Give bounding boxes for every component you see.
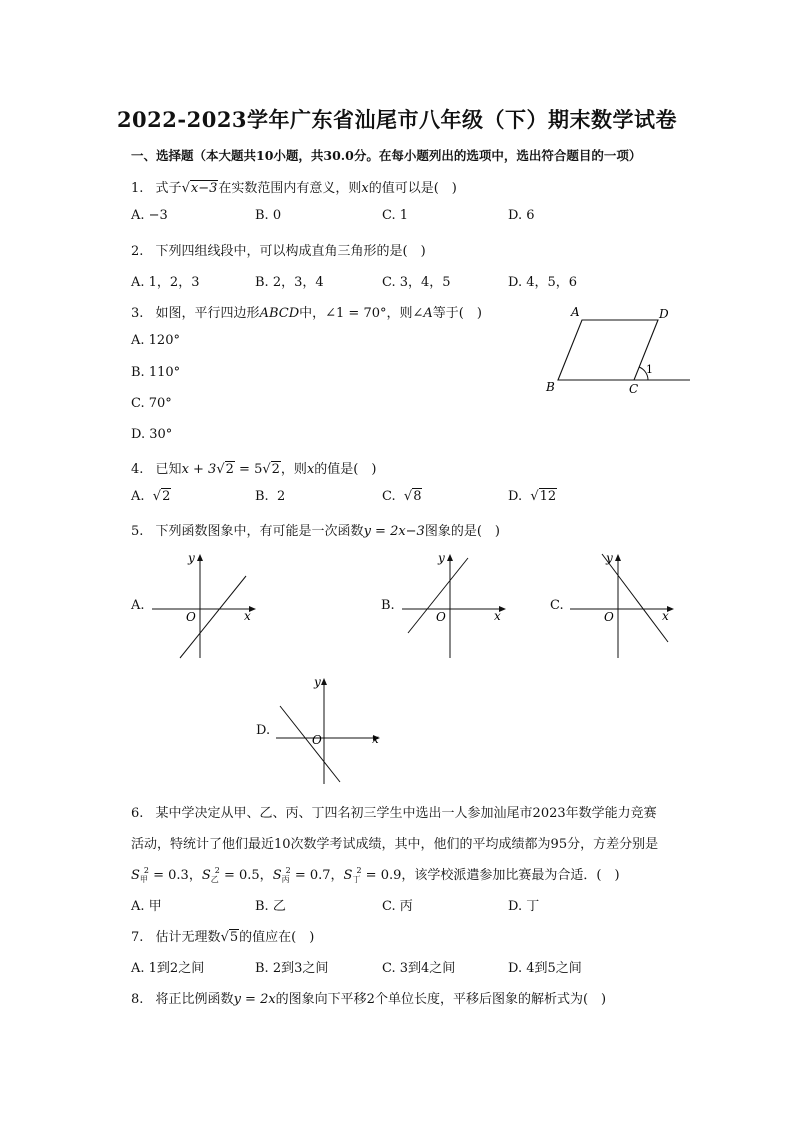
variance-value: = 0.9， (361, 868, 415, 883)
x-label: x (494, 609, 501, 623)
y-label: y (314, 675, 321, 689)
x-label: x (244, 609, 251, 623)
q6-variance-bing (273, 868, 344, 883)
q2-option-c[interactable]: C. 3，4，5 (382, 275, 451, 290)
question-8 (131, 988, 606, 1007)
q3-stem-a: 如图，平行四边形 (155, 306, 260, 321)
q4-stem-c: 的值是( ) (314, 462, 377, 477)
q4-option-b-label: B. (255, 489, 269, 504)
angle-1-label: 1 (646, 363, 653, 376)
q2-option-b[interactable]: B. 2，3，4 (255, 275, 324, 290)
variance-value: = 0.7， (290, 868, 344, 883)
q5-graph-c[interactable] (566, 548, 678, 662)
q4-radical-2: √2 (262, 462, 280, 477)
question-2 (131, 240, 426, 259)
q4-option-c-label: C. (382, 489, 396, 504)
vertex-b-label: B (546, 380, 555, 394)
origin-label: O (436, 610, 446, 624)
y-axis-arrow (197, 554, 203, 561)
x-label: x (372, 732, 379, 746)
q7-radical: √5 (220, 930, 239, 945)
q6-line-3 (131, 864, 620, 885)
origin-label: O (312, 733, 322, 747)
variance-superscript: 2 (214, 866, 220, 875)
q1-stem-a: 式子 (155, 181, 182, 196)
q4-expr-a: x + 3 (181, 462, 217, 477)
q4-option-d[interactable]: D. √12 (508, 489, 557, 504)
q3-option-a[interactable]: A. 120° (131, 333, 180, 348)
question-1 (131, 177, 457, 196)
question-6 (131, 802, 657, 821)
variance-superscript: 2 (143, 866, 149, 875)
q4-option-d-label: D. (508, 489, 523, 504)
q2-option-d[interactable]: D. 4，5，6 (508, 275, 578, 290)
q8-stem-a: 将正比例函数 (155, 992, 234, 1007)
q5-option-a-label[interactable]: A. (131, 598, 145, 613)
q8-number: 8. (131, 992, 144, 1007)
q1-var: x (361, 181, 369, 196)
variance-symbol: S (343, 868, 353, 883)
q1-option-b[interactable]: B. 0 (255, 208, 282, 223)
y-label: y (606, 551, 613, 565)
q7-option-c[interactable]: C. 3到4之间 (382, 961, 456, 976)
q3-angle: A (423, 306, 433, 321)
q6-variance-jia (131, 868, 202, 883)
origin-label: O (604, 610, 614, 624)
q4-option-b[interactable] (255, 489, 285, 504)
q3-number: 3. (131, 306, 144, 321)
q6-option-c[interactable]: C. 丙 (382, 899, 413, 914)
variance-subscript: 甲 (139, 875, 148, 884)
variance-value: = 0.5， (219, 868, 273, 883)
y-axis-arrow (615, 554, 621, 561)
variance-subscript: 丙 (281, 875, 290, 884)
q1-stem-c: 的值可以是( ) (368, 181, 457, 196)
q3-stem-b: 中，∠1 = 70°，则∠ (299, 306, 424, 321)
origin-label: O (186, 610, 196, 624)
q7-radicand: 5 (229, 930, 239, 945)
q2-number: 2. (131, 244, 144, 259)
q6-line-3-tail: 该学校派遣参加比赛最为合适．( ) (414, 868, 620, 883)
q3-option-d[interactable]: D. 30° (131, 427, 173, 442)
q5-option-c-label[interactable]: C. (550, 598, 564, 613)
q4-number: 4. (131, 462, 144, 477)
q4-radicand-2: 2 (271, 462, 280, 477)
q6-number: 6. (131, 806, 144, 821)
q5-option-b-label[interactable]: B. (381, 598, 395, 613)
variance-superscript: 2 (285, 866, 291, 875)
q5-stem-b: 图象的是( ) (424, 524, 500, 539)
q6-option-b[interactable]: B. 乙 (255, 899, 286, 914)
question-5 (131, 520, 500, 539)
q7-option-b[interactable]: B. 2到3之间 (255, 961, 329, 976)
q4-var: x (306, 462, 315, 477)
q1-radical: √x−3 (181, 181, 218, 196)
q6-variance-yi (202, 868, 273, 883)
vertex-c-label: C (629, 382, 639, 396)
variance-superscript: 2 (356, 866, 362, 875)
q4-stem-a: 已知 (155, 462, 182, 477)
q6-option-a[interactable]: A. 甲 (131, 899, 162, 914)
vertex-d-label: D (659, 307, 669, 321)
y-label: y (188, 551, 195, 565)
q5-number: 5. (131, 524, 144, 539)
q1-option-c[interactable]: C. 1 (382, 208, 409, 223)
q4-option-c-radicand: 8 (413, 489, 422, 504)
y-axis-arrow (321, 678, 327, 685)
q4-radicand-1: 2 (225, 462, 234, 477)
q7-option-a[interactable]: A. 1到2之间 (131, 961, 205, 976)
q4-option-b-value: 2 (276, 489, 286, 504)
q4-eq: = 5 (234, 462, 263, 477)
q1-stem-b: 在实数范围内有意义，则 (218, 181, 362, 196)
q6-option-d[interactable]: D. 丁 (508, 899, 540, 914)
q6-line-2: 活动，特统计了他们最近10次数学考试成绩，其中，他们的平均成绩都为95分，方差分别是 (131, 837, 659, 852)
q5-stem-a: 下列函数图象中，有可能是一次函数 (155, 524, 364, 539)
question-3 (131, 302, 482, 321)
q8-stem-b: 的图象向下平移2个单位长度，平移后图象的解析式为( ) (275, 992, 607, 1007)
variance-subscript: 丁 (352, 875, 361, 884)
q4-option-d-radicand: 12 (539, 489, 557, 504)
y-axis-arrow (447, 554, 453, 561)
q3-option-b[interactable]: B. 110° (131, 365, 181, 380)
parallelogram-shape (558, 320, 658, 380)
q6-variance-ding (344, 868, 415, 883)
q4-option-c[interactable]: C. √8 (382, 489, 422, 504)
q2-stem: 下列四组线段中，可以构成直角三角形的是( ) (155, 244, 426, 259)
x-label: x (662, 609, 669, 623)
variance-symbol: S (201, 868, 211, 883)
q1-radicand: x−3 (190, 181, 218, 196)
variance-symbol: S (131, 868, 140, 883)
q7-number: 7. (131, 930, 144, 945)
q1-option-d[interactable]: D. 6 (508, 208, 535, 223)
function-line (602, 554, 668, 642)
q7-option-d[interactable]: D. 4到5之间 (508, 961, 582, 976)
q2-option-a[interactable]: A. 1，2，3 (131, 275, 200, 290)
q3-stem-c: 等于( ) (432, 306, 482, 321)
q3-option-c[interactable]: C. 70° (131, 396, 172, 411)
q1-option-a[interactable]: A. −3 (131, 208, 168, 223)
q4-option-a-label: A. (131, 489, 145, 504)
q5-graph-d[interactable] (272, 672, 384, 786)
q1-number: 1. (131, 181, 144, 196)
q5-func: y = 2x−3 (363, 524, 425, 539)
q8-func: y = 2x (233, 992, 276, 1007)
q3-shape: ABCD (259, 306, 300, 321)
q7-stem-a: 估计无理数 (155, 930, 221, 945)
q5-graph-b[interactable] (398, 548, 510, 662)
vertex-a-label: A (571, 305, 580, 319)
q6-line-1: 某中学决定从甲、乙、丙、丁四名初三学生中选出一人参加汕尾市2023年数学能力竞赛 (155, 806, 657, 821)
q4-stem-b: ，则 (280, 462, 307, 477)
variance-value: = 0.3， (149, 868, 202, 883)
q4-option-a-radicand: 2 (162, 489, 171, 504)
function-line (280, 706, 340, 782)
q5-graph-a[interactable] (148, 548, 260, 662)
section-heading: 一、选择题（本大题共10小题，共30.0分。在每小题列出的选项中，选出符合题目的一项） (131, 148, 642, 163)
q5-option-d-label[interactable]: D. (256, 723, 271, 738)
q4-radical-1: √2 (216, 462, 234, 477)
q4-option-a[interactable]: A. √2 (131, 489, 171, 504)
question-7 (131, 926, 314, 945)
q7-stem-b: 的值应在( ) (239, 930, 315, 945)
variance-subscript: 乙 (210, 875, 219, 884)
y-label: y (438, 551, 445, 565)
question-4 (131, 458, 376, 477)
parallelogram-figure (540, 302, 700, 397)
exam-title: 2022-2023学年广东省汕尾市八年级（下）期末数学试卷 (116, 107, 678, 132)
variance-symbol: S (272, 868, 282, 883)
